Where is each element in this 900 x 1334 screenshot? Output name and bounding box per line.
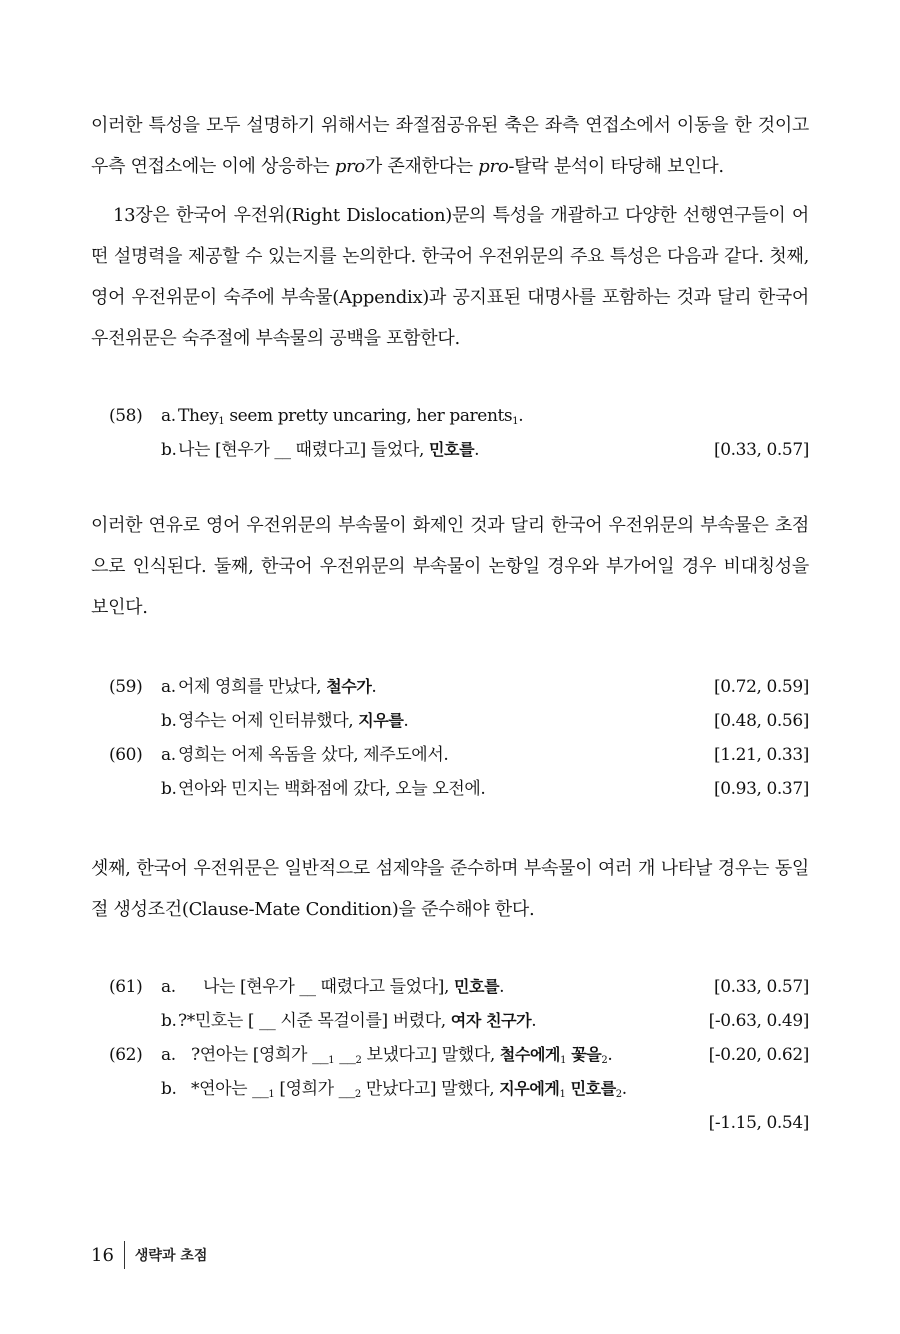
running-title: 생략과 초점 <box>134 1248 208 1264</box>
example-61b <box>91 1004 809 1038</box>
coordinate-value: [0.72, 0.59] <box>714 677 809 697</box>
index-subscript: 2 <box>615 1089 622 1100</box>
appendix-bold: 민호를 <box>428 440 475 459</box>
sentence-text: 영희는 어제 옥돔을 샀다, 제주도에서. <box>178 745 449 765</box>
coordinate-value: [-0.63, 0.49] <box>708 1011 809 1031</box>
appendix-bold: 여자 친구가 <box>450 1011 532 1030</box>
index-subscript: 1 <box>512 416 519 427</box>
sentence-text: seem pretty uncaring, her parents <box>224 406 513 426</box>
example-label: a. <box>161 1045 176 1065</box>
text: -탈락 분석이 타당해 보인다. <box>508 156 724 177</box>
index-subscript: 2 <box>601 1055 608 1066</box>
example-number: (58) <box>109 406 143 426</box>
sentence-end: . <box>621 1079 627 1099</box>
page-content <box>91 105 809 1140</box>
italic-term: pro <box>478 156 509 177</box>
appendix-bold: 민호를 <box>565 1079 616 1098</box>
sentence-text: 연아와 민지는 백화점에 갔다, 오늘 오전에. <box>178 779 486 799</box>
paragraph-1 <box>91 105 809 187</box>
sentence-text: *연아는 __ <box>191 1079 269 1099</box>
example-label: a. <box>161 745 176 765</box>
example-62b <box>91 1072 809 1106</box>
paragraph-2: 13장은 한국어 우전위(Right Dislocation)문의 특성을 개괄하고 다양한 선행연구들이 어떤 설명력을 제공할 수 있는지를 논의한다. 한국어 우전위문의 주요 특성은 다음과 같다. 첫째, 영어 우전위문이 숙주에 부속물(Appendix)과 공지표된 대명사를 포함하는 것과 달리 한국어 우전위문은 숙주절에 부속물의 공백을 포함한다. <box>91 205 809 349</box>
sentence-text: . <box>518 406 524 426</box>
sentence-text: 어제 영희를 만났다, <box>178 677 327 697</box>
text: 가 존재한다는 <box>364 156 479 177</box>
sentence-end: . <box>474 440 480 460</box>
sentence-end: . <box>531 1011 537 1031</box>
index-subscript: 1 <box>560 1055 567 1066</box>
sentence-end: . <box>499 977 505 997</box>
sentence-end: . <box>371 677 377 697</box>
sentence-text: 나는 [현우가 __ 때렸다고 들었다], <box>203 977 454 997</box>
text: 이러한 특성을 모두 설명하기 위해서는 좌절점공유된 축은 좌측 연접소에서 이동을 한 것이고 우측 연접소에는 이에 상응하는 <box>91 115 809 177</box>
example-label: a. <box>161 406 176 426</box>
example-62a <box>91 1038 809 1072</box>
sentence-text: [영희가 __ <box>274 1079 355 1099</box>
example-59a <box>91 670 809 704</box>
sentence-text: 만났다고] 말했다, <box>360 1079 500 1099</box>
appendix-bold: 꽃을 <box>566 1045 602 1064</box>
example-number: (60) <box>109 745 143 765</box>
page-footer <box>91 1240 207 1270</box>
index-subscript: 1 <box>268 1089 275 1100</box>
index-subscript: 1 <box>218 416 225 427</box>
example-60b <box>91 772 809 806</box>
example-label: b. <box>161 1011 177 1031</box>
sentence-text: 나는 [현우가 __ 때렸다고] 들었다, <box>178 440 429 460</box>
coordinate-value: [-1.15, 0.54] <box>708 1113 809 1133</box>
index-subscript: 2 <box>354 1089 361 1100</box>
coordinate-value: [0.33, 0.57] <box>714 440 809 460</box>
appendix-bold: 지우를 <box>358 711 404 730</box>
sentence-text: __ <box>334 1045 356 1065</box>
example-number: (61) <box>109 977 143 997</box>
coordinate-value: [1.21, 0.33] <box>714 745 809 765</box>
example-number: (59) <box>109 677 143 697</box>
example-label: b. <box>161 440 177 460</box>
sentence-text: 영수는 어제 인터뷰했다, <box>178 711 359 731</box>
sentence-text: ?연아는 [영희가 __ <box>191 1045 329 1065</box>
page-number: 16 <box>91 1244 114 1266</box>
example-59b <box>91 704 809 738</box>
appendix-bold: 지우에게 <box>499 1079 560 1098</box>
coordinate-value: [0.33, 0.57] <box>714 977 809 997</box>
example-label: b. <box>161 711 177 731</box>
example-label: b. <box>161 1079 177 1099</box>
footer-divider <box>124 1241 125 1269</box>
example-61a <box>91 970 809 1004</box>
sentence-end: . <box>607 1045 613 1065</box>
sentence-end: . <box>403 711 409 731</box>
coordinate-value: [0.48, 0.56] <box>714 711 809 731</box>
index-subscript: 1 <box>559 1089 566 1100</box>
sentence-text: 보냈다고] 말했다, <box>361 1045 500 1065</box>
example-number: (62) <box>109 1045 143 1065</box>
example-58a <box>91 399 809 433</box>
paragraph-4: 셋째, 한국어 우전위문은 일반적으로 섬제약을 준수하며 부속물이 여러 개 나타날 경우는 동일절 생성조건(Clause-Mate Condition)을 준수해야 한다. <box>91 858 809 920</box>
index-subscript: 2 <box>355 1055 362 1066</box>
appendix-bold: 철수에게 <box>499 1045 561 1064</box>
example-60a <box>91 738 809 772</box>
paragraph-3: 이러한 연유로 영어 우전위문의 부속물이 화제인 것과 달리 한국어 우전위문의 부속물은 초점으로 인식된다. 둘째, 한국어 우전위문의 부속물이 논항일 경우와 부가어일 경우 비대칭성을 보인다. <box>91 515 809 618</box>
example-label: a. <box>161 677 176 697</box>
appendix-bold: 민호를 <box>453 977 500 996</box>
example-label: b. <box>161 779 177 799</box>
example-label: a. <box>161 977 176 997</box>
sentence-text: ?*민호는 [ __ 시준 목걸이를] 버렸다, <box>178 1011 451 1031</box>
example-62b-coordinate <box>91 1106 809 1140</box>
italic-term: pro <box>334 156 365 177</box>
coordinate-value: [-0.20, 0.62] <box>708 1045 809 1065</box>
example-58b <box>91 433 809 467</box>
sentence-text: They <box>178 406 219 426</box>
index-subscript: 1 <box>328 1055 335 1066</box>
coordinate-value: [0.93, 0.37] <box>714 779 809 799</box>
appendix-bold: 철수가 <box>326 677 372 696</box>
